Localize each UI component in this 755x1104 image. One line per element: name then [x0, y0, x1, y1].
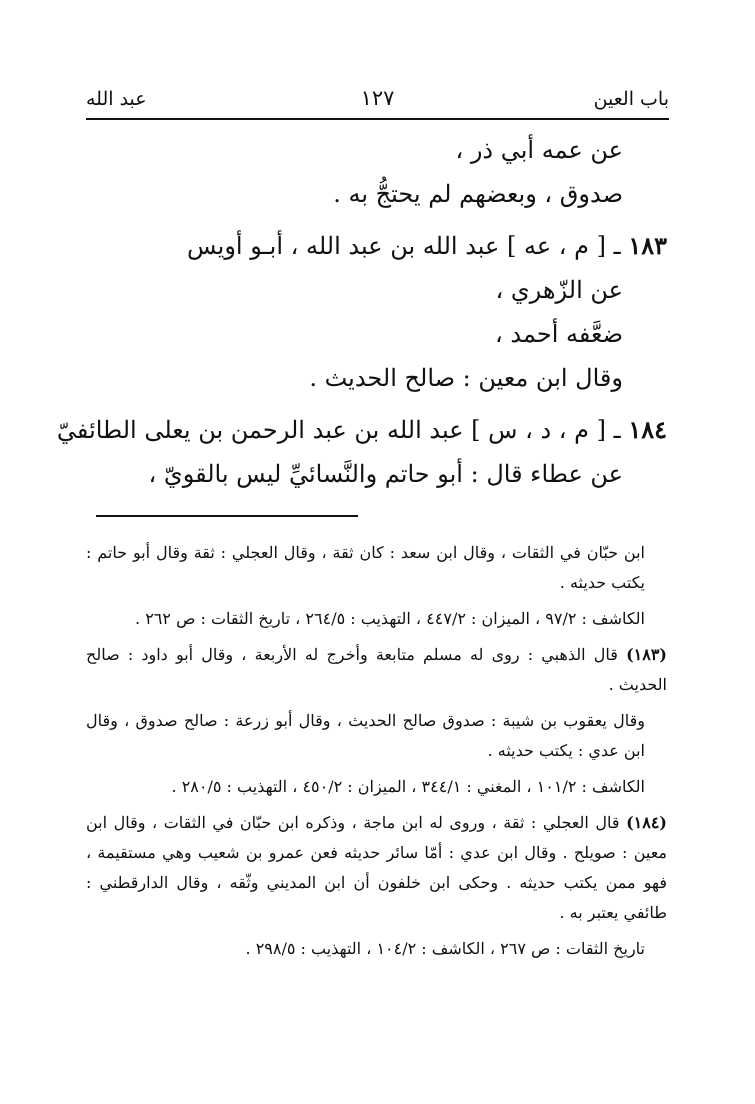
- entry-head-text: ـ [ م ، عه ] عبد الله بن عبد الله ، أبـو أويس: [187, 232, 621, 260]
- continued-line-1: عن عمه أبي ذر ،: [455, 136, 623, 164]
- footnote-paragraph: ابن حبّان في الثقات ، وقال ابن سعد : كان ثقة ، وقال العجلي : ثقة وقال أبو حاتم : يكتب حديثه .: [86, 543, 645, 592]
- footnote-paragraph: تاريخ الثقات : ص ٢٦٧ ، الكاشف : ١٠٤/٢ ، التهذيب : ٢٩٨/٥ .: [245, 939, 645, 958]
- entry-184: [56, 408, 667, 496]
- entry-line: ضعَّفه أحمد ،: [495, 320, 623, 348]
- footnote-paragraph: الكاشف : ٩٧/٢ ، الميزان : ٤٤٧/٢ ، التهذيب : ٢٦٤/٥ ، تاريخ الثقات : ص ٢٦٢ .: [135, 609, 645, 628]
- footnote-183: [86, 640, 667, 700]
- entry-head: [56, 408, 667, 452]
- footnotes: [86, 538, 667, 970]
- footnote-paragraph: وقال يعقوب بن شيبة : صدوق صالح الحديث ، وقال أبو زرعة : صالح صدوق ، وقال ابن عدي : يكتب حديثه .: [86, 711, 645, 760]
- page-number: ١٢٧: [360, 86, 395, 110]
- entry-number: ١٨٣: [628, 231, 667, 260]
- footnote-184: [86, 808, 667, 928]
- footnote-text: قال الذهبي : روى له مسلم متابعة وأخرج له الأربعة ، وقال أبو داود : صالح الحديث .: [86, 645, 667, 694]
- footnote-paragraph: الكاشف : ١٠١/٢ ، المغني : ٣٤٤/١ ، الميزان : ٤٥٠/٢ ، التهذيب : ٢٨٠/٥ .: [171, 777, 645, 796]
- footnote-number: (١٨٣): [626, 645, 667, 664]
- entry-line: وقال ابن معين : صالح الحديث .: [309, 364, 623, 392]
- running-header: [86, 88, 669, 116]
- chapter-title: باب العين: [593, 88, 669, 110]
- continued-line-2: صدوق ، وبعضهم لم يحتجُّ به .: [333, 180, 623, 208]
- footnote-text: قال العجلي : ثقة ، وروى له ابن ماجة ، وذكره ابن حبّان في الثقات ، وقال ابن معين : صويلح . وقال ابن عدي : أمّا سائر حديثه فعن عمرو بن شعيب وهي مستقيمة ، فهو ممن يكتب حديثه . وحكى ابن خلفون أن ابن المديني وثّقه ، وقال الدارقطني : طائفي يعتبر به .: [86, 813, 668, 922]
- header-rule: [86, 118, 669, 120]
- footnote-number: (١٨٤): [626, 813, 667, 832]
- main-text: [56, 128, 667, 496]
- entry-number: ١٨٤: [628, 415, 667, 444]
- entry-head-text: ـ [ م ، د ، س ] عبد الله بن عبد الرحمن بن يعلى الطائفيّ: [56, 416, 621, 444]
- section-title: عبد الله: [86, 88, 147, 110]
- entry-line: عن عطاء قال : أبو حاتم والنَّسائيِّ ليس بالقويّ ،: [148, 460, 623, 488]
- footnote-rule: [96, 515, 358, 517]
- entry-line: عن الزّهري ،: [495, 276, 623, 304]
- entry-183: [86, 224, 667, 400]
- entry-head: [86, 224, 667, 268]
